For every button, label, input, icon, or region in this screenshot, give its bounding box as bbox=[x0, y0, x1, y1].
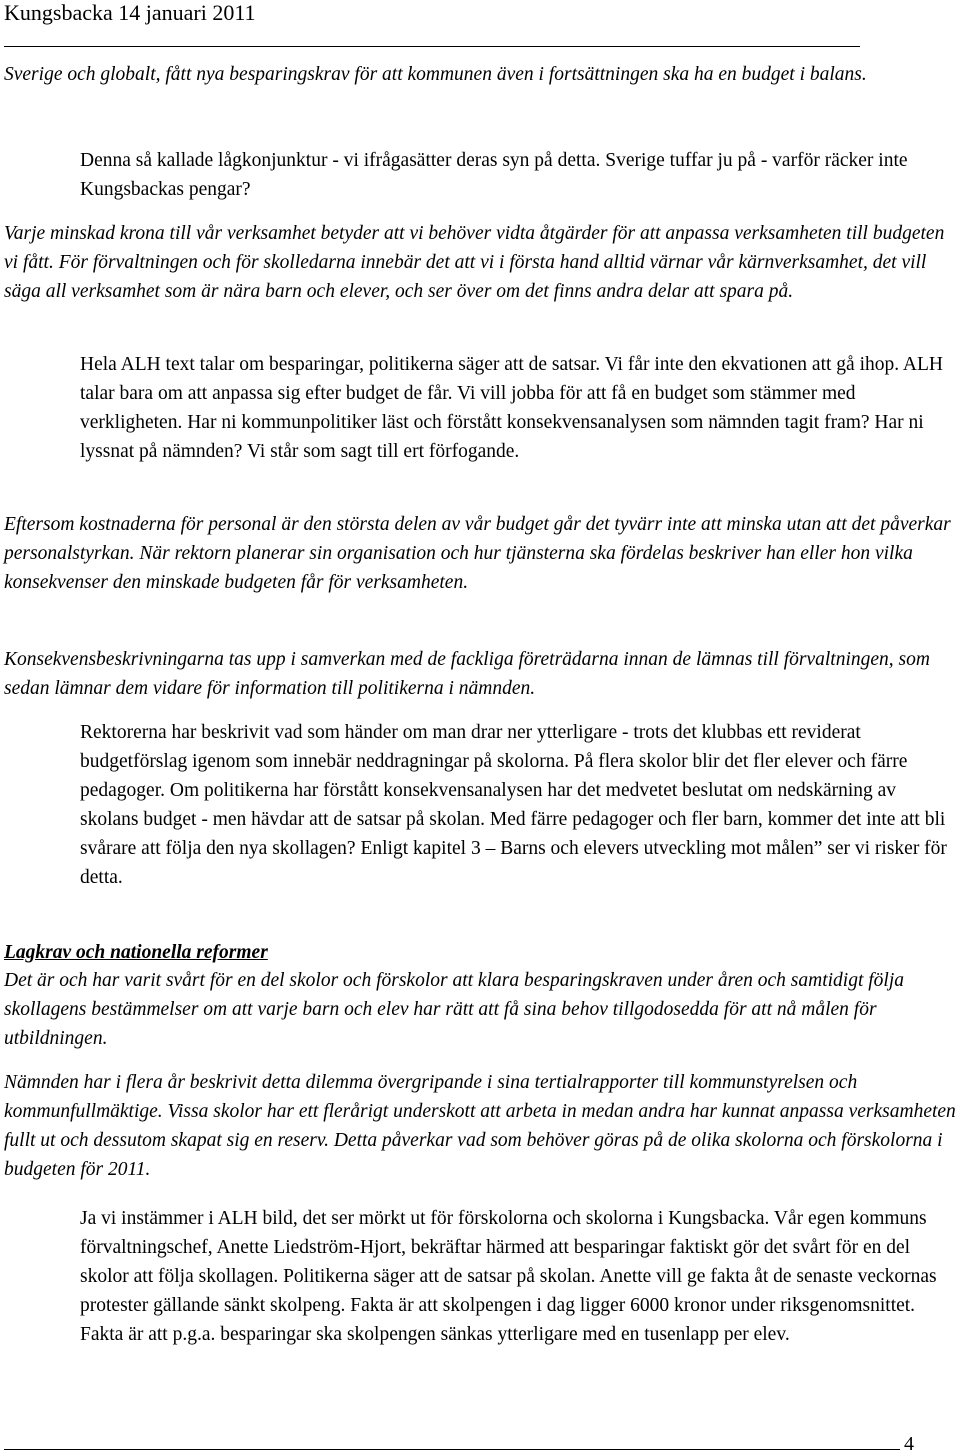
header-rule bbox=[4, 46, 860, 47]
paragraph-budget-requirements: Sverige och globalt, fått nya besparingskrav för att kommunen även i fortsättningen ska ha en budget i balans. bbox=[4, 64, 867, 85]
paragraph-recession-question: Denna så kallade lågkonjunktur - vi ifrågasätter deras syn på detta. Sverige tuffar ju på - varför räcker inte Kungsbackas pengar? bbox=[80, 150, 908, 200]
paragraph-alh-savings: Hela ALH text talar om besparingar, politikerna säger att de satsar. Vi får inte den ekvationen att gå ihop. ALH talar bara om att anpassa sig efter budget de får. Vi vill jobba för att få en budget som stämmer med verkligheten. Har ni kommunpolitiker läst och förstått konsekvensanalysen som nämnden tagit fram? Har ni lyssnat på nämnden? Vi står som sagt till ert förfogande. bbox=[80, 354, 943, 462]
page-number: 4 bbox=[904, 1433, 914, 1455]
paragraph-personnel-costs: Eftersom kostnaderna för personal är den största delen av vår budget går det tyvärr inte att minska utan att det påverkar personalstyrkan. När rektorn planerar sin organisation och hur tjänsterna ska fördelas beskriver han eller hon vilka konsekvenser den minskade budgeten får för verksamheten. bbox=[4, 514, 951, 593]
paragraph-consequence-descriptions: Konsekvensbeskrivningarna tas upp i samverkan med de fackliga företrädarna innan de lämnas till förvaltningen, som sedan lämnar dem vidare för information till politikerna i nämnden. bbox=[4, 649, 930, 699]
section-heading-legal-requirements: Lagkrav och nationella reformer bbox=[4, 942, 268, 963]
page-header-title: Kungsbacka 14 januari 2011 bbox=[4, 0, 256, 25]
paragraph-core-operations: Varje minskad krona till vår verksamhet betyder att vi behöver vidta åtgärder för att anpassa verksamheten till budgeten vi fått. För förvaltningen och för skolledarna innebär det att vi i första hand alltid värnar vår kärnverksamhet, det vill säga all verksamhet som är nära barn och elever, och ser över om det finns andra delar att spara på. bbox=[4, 223, 945, 302]
footer-rule bbox=[4, 1449, 900, 1450]
paragraph-board-reports: Nämnden har i flera år beskrivit detta dilemma övergripande i sina tertialrapporter till kommunstyrelsen och kommunfullmäktige. Vissa skolor har ett flerårigt underskott att arbeta in medan andra har kunnat anpassa verksamheten fullt ut och dessutom skapat sig en reserv. Detta påverkar vad som behöver göras på de olika skolorna och förskolorna i budgeten för 2011. bbox=[4, 1072, 956, 1180]
paragraph-principals-described: Rektorerna har beskrivit vad som händer om man drar ner ytterligare - trots det klubbas ett reviderat budgetförslag igenom som innebär neddragningar på skolorna. På flera skolor blir det fler elever och färre pedagoger. Om politikerna har förstått konsekvensanalysen har det medvetet beslutat om nedskärning av skolans budget - men hävdar att de satsar på skolan. Med färre pedagoger och fler barn, kommer det inte att bli svårare att följa den nya skollagen? Enligt kapitel 3 – Barns och elevers utveckling mot målen” ser vi risker för detta. bbox=[80, 722, 947, 888]
paragraph-schools-dilemma: Det är och har varit svårt för en del skolor och förskolor att klara besparingskraven under åren och samtidigt följa skollagens bestämmelser om att varje barn och elev har rätt att få sina behov tillgodosedda för att nå målen för utbildningen. bbox=[4, 970, 904, 1049]
paragraph-we-agree: Ja vi instämmer i ALH bild, det ser mörkt ut för förskolorna och skolorna i Kungsbacka. Vår egen kommuns förvaltningschef, Anette Liedström-Hjort, bekräftar härmed att besparingar faktiskt gör det svårt för en del skolor att följa skollagen. Politikerna säger att de satsar på skolan. Anette vill ge fakta åt de senaste veckornas protester gällande sänkt skolpeng. Fakta är att skolpengen i dag ligger 6000 kronor under riksgenomsnittet. Fakta är att p.g.a. besparingar ska skolpengen sänkas ytterligare med en tusenlapp per elev. bbox=[80, 1208, 937, 1345]
